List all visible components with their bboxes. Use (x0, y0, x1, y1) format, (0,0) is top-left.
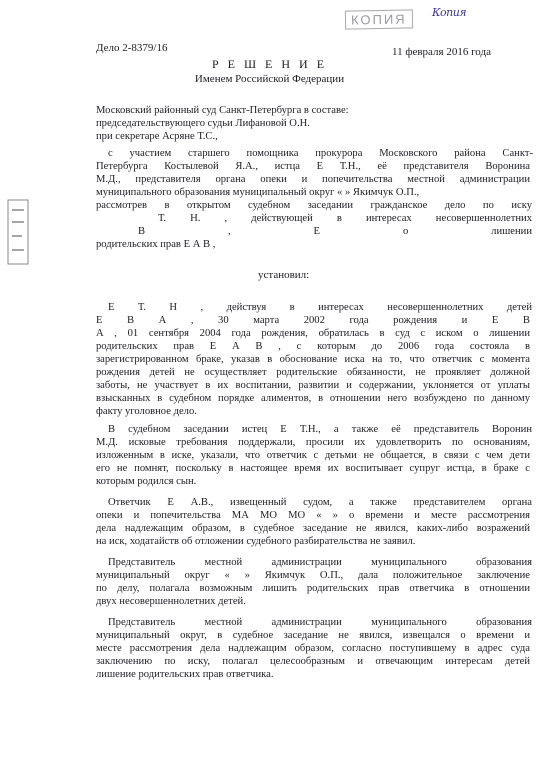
court-line-10: В , Е о лишении (138, 226, 532, 237)
para3-line-4: на иск, ходатайств об отложении судебного разбирательства не заявил. (96, 536, 416, 547)
decision-date: 11 февраля 2016 года (392, 46, 491, 58)
court-line-9: Т. Н. , действующей в интересах несовершеннолетних (158, 213, 532, 224)
handwritten-note: Копия (432, 6, 467, 19)
court-line-7: муниципального образования муниципальный округ « » Якимчук О.П., (96, 187, 420, 198)
copy-stamp: КОПИЯ (345, 9, 413, 29)
para5-line-1: Представитель местной администрации муниципального образования (108, 617, 532, 628)
court-line-4: с участием старшего помощника прокурора Московского района Санкт- (108, 148, 533, 159)
para2-line-5: которым родился сын. (96, 476, 197, 487)
para4-line-4: двух несовершеннолетних детей. (96, 596, 246, 607)
para5-line-5: лишение родительских прав ответчика. (96, 669, 274, 680)
court-line-8: рассмотрев в открытом судебном заседании гражданское дело по иску (96, 200, 532, 211)
para3-line-1: Ответчик Е А.В., извещенный судом, а также представителем органа (108, 497, 532, 508)
established-heading: установил: (258, 269, 310, 281)
para5-line-4: заключению по иску, полагал целесообразным и отвечающим интересам детей (96, 656, 530, 667)
para1-line-8: взысканных в судебном порядке алиментов, в отношении него возбуждено по данному (96, 393, 530, 404)
margin-stamp-mark (6, 196, 32, 268)
para2-line-1: В судебном заседании истец Е Т.Н., а также её представитель Воронин (108, 424, 532, 435)
para1-line-1: Е Т. Н , действуя в интересах несовершеннолетних детей (108, 302, 532, 313)
court-line-6: М.Д., представителя органа опеки и попечительства местной администрации (96, 174, 530, 185)
document-title: Р Е Ш Е Н И Е (211, 57, 328, 71)
para2-line-4: его не помнят, поскольку в настоящее время их воспитывает супруг истца, в браке с (96, 463, 530, 474)
para1-line-5: зарегистрированном браке, указав в обоснование иска на то, что ответчик с момента (96, 354, 530, 365)
para3-line-3: дела надлежащим образом, в судебное заседание не явился, каких-либо возражений (96, 523, 530, 534)
document-subtitle: Именем Российской Федерации (194, 73, 345, 85)
para2-line-2: М.Д. исковые требования поддержали, просили их удовлетворить по основаниям, (96, 437, 530, 448)
para4-line-3: по делу, полагала возможным лишить родительских прав ответчика в отношении (96, 583, 530, 594)
para1-line-4: родительских прав Е А В , с которым до 2006 года состояла в (96, 341, 530, 352)
para1-line-3: А , 01 сентября 2004 года рождения, обратилась в суд с иском о лишении (96, 328, 530, 339)
court-line-3: при секретаре Асряне Т.С., (96, 131, 218, 142)
para1-line-6: рождения детей не осуществляет родительские обязанности, не проявляет должной (96, 367, 530, 378)
para5-line-2: муниципальный округ, в судебное заседание не явился, извещался о времени и (96, 630, 530, 641)
court-line-1: Московский районный суд Санкт-Петербурга в составе: (96, 105, 349, 116)
court-line-5: Петербурга Костылевой Я.А., истца Е Т.Н., её представителя Воронина (96, 161, 530, 172)
para2-line-3: изложенным в иске, указали, что ответчик с детьми не общается, в связи с чем дети (96, 450, 530, 461)
para1-line-9: факту уголовное дело. (96, 406, 197, 417)
para4-line-2: муниципальный округ « » Якимчук О.П., дала положительное заключение (96, 570, 530, 581)
court-line-11: родительских прав Е А В , (96, 239, 216, 250)
case-number: Дело 2-8379/16 (96, 42, 168, 54)
para4-line-1: Представитель местной администрации муниципального образования (108, 557, 532, 568)
para5-line-3: месте рассмотрения дела надлежащим образом, согласно поступившему в адрес суда (96, 643, 530, 654)
para3-line-2: опеки и попечительства МА МО МО « » о времени и месте рассмотрения (96, 510, 530, 521)
para1-line-7: заботы, не участвует в их воспитании, развитии и содержании, уклоняется от уплаты (96, 380, 530, 391)
para1-line-2: Е В А , 30 марта 2002 года рождения и Е В (96, 315, 530, 326)
court-line-2: председательствующего судьи Лифановой О.Н. (96, 118, 310, 129)
